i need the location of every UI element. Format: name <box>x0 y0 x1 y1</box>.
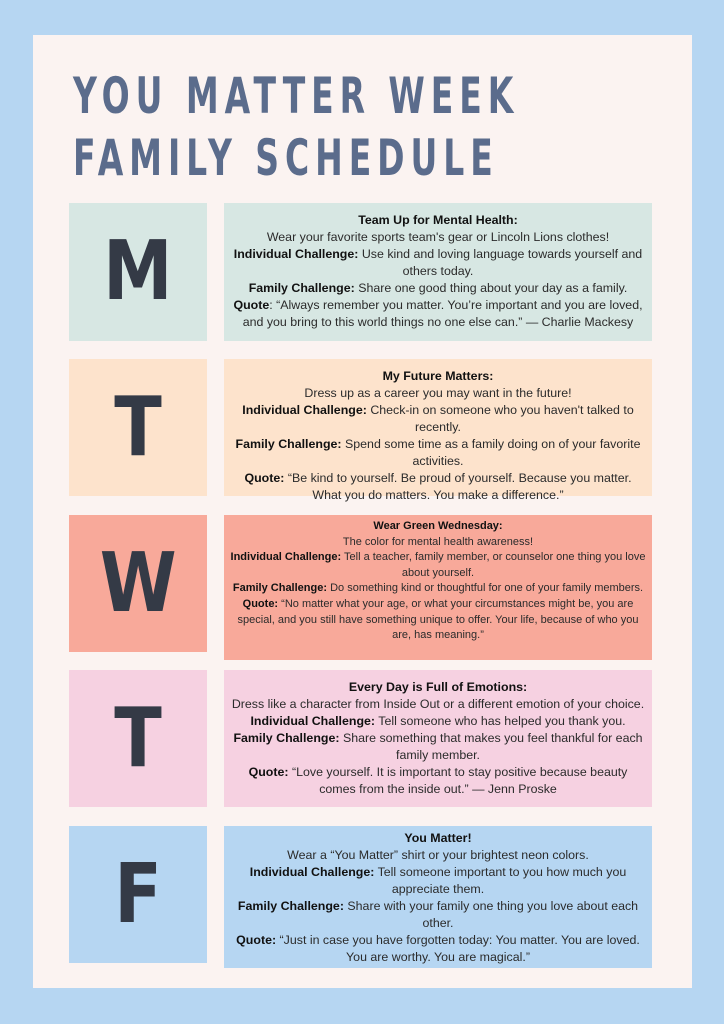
day-row-wednesday <box>69 515 652 660</box>
individual-challenge <box>230 864 646 898</box>
day-details <box>224 203 652 341</box>
family-challenge <box>230 280 646 297</box>
day-letter: F <box>114 846 162 942</box>
schedule-page <box>33 35 692 988</box>
individual-challenge-label: Individual Challenge: <box>233 247 359 261</box>
individual-challenge <box>230 402 646 436</box>
quote-label: Quote: <box>244 471 285 485</box>
quote-label: Quote: <box>242 597 279 610</box>
day-details <box>224 826 652 968</box>
title-line-2: FAMILY SCHEDULE <box>73 129 499 187</box>
day-letter-box <box>69 670 207 807</box>
day-activity: Wear a “You Matter” shirt or your brightest neon colors. <box>287 848 589 862</box>
day-letter: W <box>99 535 177 631</box>
day-activity: The color for mental health awareness! <box>342 535 534 548</box>
day-quote <box>230 597 646 644</box>
family-challenge-label: Family Challenge: <box>237 899 344 913</box>
family-challenge-text: Share something that makes you feel thankful for each family member. <box>342 731 643 762</box>
family-challenge-text: Spend some time as a family doing on of your favorite activities. <box>345 437 641 468</box>
day-letter-box <box>69 359 207 496</box>
day-quote <box>230 932 646 966</box>
day-details <box>224 670 652 807</box>
quote-text: “No matter what your age, or what your circumstances might be, you are special, and you still have something unique to offer. Your life, because of who you are, has meaning.” <box>237 597 639 642</box>
day-activity: Dress up as a career you may want in the future! <box>304 386 572 400</box>
day-activity: Dress like a character from Inside Out or a different emotion of your choice. <box>231 697 645 711</box>
day-activity: Wear your favorite sports team's gear or Lincoln Lions clothes! <box>266 230 610 244</box>
family-challenge-text: Share with your family one thing you love about each other. <box>347 899 639 930</box>
day-details <box>224 515 652 660</box>
quote-text: : “Always remember you matter. You’re important and you are loved, and you bring to this world things no one else can.” — Charlie Mackesy <box>242 298 643 329</box>
individual-challenge-label: Individual Challenge: <box>230 551 342 564</box>
day-letter: T <box>114 379 162 475</box>
quote-label: Quote: <box>236 933 277 947</box>
day-letter: M <box>103 224 173 319</box>
quote-label: Quote: <box>248 765 289 779</box>
family-challenge <box>230 730 646 764</box>
individual-challenge-text: Tell someone who has helped you thank you. <box>378 714 626 728</box>
family-challenge <box>230 898 646 932</box>
day-theme-heading: Every Day is Full of Emotions: <box>348 680 528 694</box>
title-line-1: YOU MATTER WEEK <box>73 67 520 125</box>
day-letter: T <box>114 690 162 786</box>
day-quote <box>230 764 646 798</box>
individual-challenge <box>230 713 646 730</box>
family-challenge-label: Family Challenge: <box>248 281 355 295</box>
quote-text: “Just in case you have forgotten today: You matter. You are loved. You are worthy. You are magical.” <box>279 933 640 964</box>
day-details <box>224 359 652 502</box>
family-challenge <box>230 581 646 597</box>
family-challenge-label: Family Challenge: <box>235 437 342 451</box>
individual-challenge-text: Use kind and loving language towards yourself and others today. <box>361 247 643 278</box>
day-row-thursday <box>69 670 652 807</box>
day-theme-heading: Wear Green Wednesday: <box>373 520 503 532</box>
page-title <box>73 65 519 189</box>
individual-challenge-label: Individual Challenge: <box>242 403 367 417</box>
individual-challenge-label: Individual Challenge: <box>249 865 375 879</box>
individual-challenge-text: Tell a teacher, family member, or counselor one thing you love about yourself. <box>344 551 646 579</box>
individual-challenge-text: Check-in on someone who you haven't talked to recently. <box>370 403 634 434</box>
day-row-tuesday <box>69 359 652 502</box>
day-letter-box <box>69 826 207 963</box>
quote-text: “Be kind to yourself. Be proud of yourself. Because you matter. What you do matters. You make a difference.” <box>287 471 632 502</box>
quote-label: Quote <box>233 298 270 312</box>
family-challenge-text: Share one good thing about your day as a family. <box>358 281 628 295</box>
family-challenge-text: Do something kind or thoughtful for one of your family members. <box>330 582 644 595</box>
day-letter-box <box>69 515 207 652</box>
individual-challenge <box>230 550 646 581</box>
individual-challenge <box>230 246 646 280</box>
individual-challenge-text: Tell someone important to you how much you appreciate them. <box>377 865 627 896</box>
quote-text: “Love yourself. It is important to stay positive because beauty comes from the inside out.” — Jenn Proske <box>291 765 628 796</box>
day-row-monday <box>69 203 652 341</box>
family-challenge <box>230 436 646 470</box>
family-challenge-label: Family Challenge: <box>232 582 328 595</box>
individual-challenge-label: Individual Challenge: <box>250 714 376 728</box>
family-challenge-label: Family Challenge: <box>233 731 340 745</box>
day-letter-box <box>69 203 207 341</box>
day-theme-heading: My Future Matters: <box>382 369 494 383</box>
day-theme-heading: Team Up for Mental Health: <box>358 213 518 227</box>
day-row-friday <box>69 826 652 968</box>
day-theme-heading: You Matter! <box>404 831 472 845</box>
day-quote <box>230 297 646 331</box>
day-quote <box>230 470 646 504</box>
